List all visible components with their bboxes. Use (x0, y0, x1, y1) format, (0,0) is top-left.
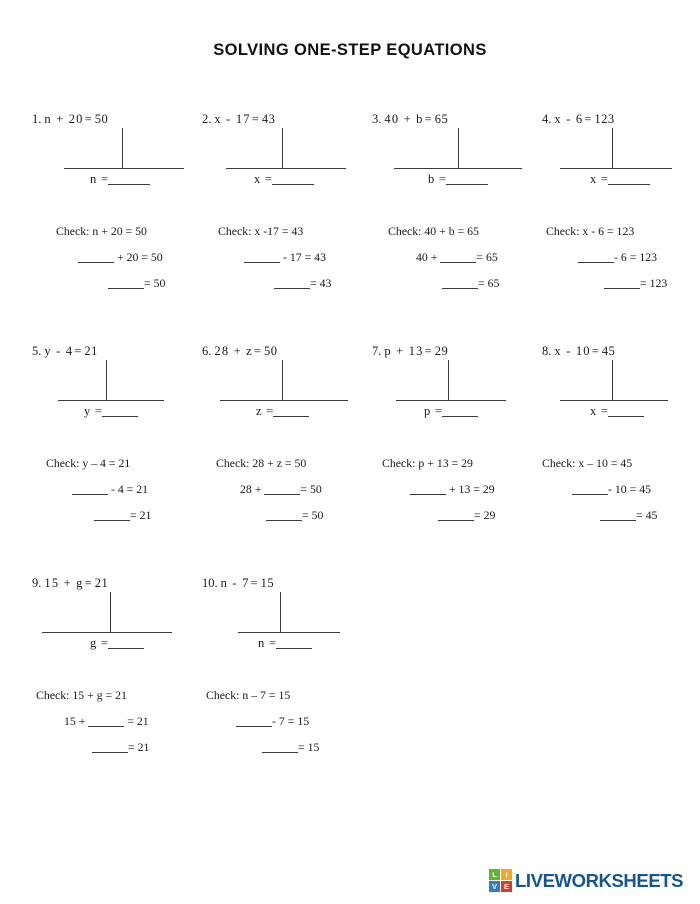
answer-blank[interactable] (108, 648, 144, 649)
equation-line (202, 112, 372, 132)
answer-equals: = (100, 172, 108, 186)
answer-line (372, 172, 542, 196)
answer-variable: x (590, 404, 598, 418)
answer-variable: x (590, 172, 598, 186)
problem-number: 5. (32, 344, 42, 358)
check-line-3-suffix: = 65 (478, 276, 500, 290)
problem-rhs: 123 (594, 112, 615, 126)
check-block (32, 682, 202, 760)
check-line-2 (202, 476, 372, 502)
answer-line (202, 172, 372, 196)
solving-bars (202, 132, 372, 172)
equation-line (32, 112, 202, 132)
check-line-2 (372, 244, 542, 270)
equals-sign: = (424, 112, 432, 126)
check-blank-3[interactable] (442, 288, 478, 289)
answer-line (32, 172, 202, 196)
horizontal-work-line (58, 400, 164, 401)
answer-variable: x (254, 172, 262, 186)
equals-sign: = (591, 344, 599, 358)
check-line-3-suffix: = 15 (298, 740, 320, 754)
solving-bars (32, 596, 202, 636)
check-line-2-suffix: = 50 (300, 482, 322, 496)
horizontal-work-line (238, 632, 340, 633)
check-block (32, 218, 202, 296)
check-blank-2[interactable] (264, 494, 300, 495)
problem-expression: 40 + b (384, 112, 424, 126)
answer-blank[interactable] (273, 416, 309, 417)
check-block (372, 218, 542, 296)
problem-expression: 28 + z (214, 344, 253, 358)
check-line-2 (542, 476, 700, 502)
equation-line (372, 112, 542, 132)
check-block (32, 450, 202, 528)
answer-equals: = (600, 172, 608, 186)
problem-cell-6 (202, 344, 372, 528)
check-blank-2[interactable] (236, 726, 272, 727)
problem-row (32, 576, 682, 808)
check-line-3-suffix: = 123 (640, 276, 668, 290)
check-line-3 (542, 502, 700, 528)
problem-expression: n + 20 (44, 112, 84, 126)
problem-cell-9 (32, 576, 202, 760)
problem-cell-7 (372, 344, 542, 528)
problem-expression: x - 10 (554, 344, 591, 358)
check-line-1: Check: p + 13 = 29 (382, 456, 473, 470)
answer-blank[interactable] (446, 184, 488, 185)
check-line-3-suffix: = 50 (144, 276, 166, 290)
answer-blank[interactable] (442, 416, 478, 417)
answer-blank[interactable] (276, 648, 312, 649)
vertical-divider-bar (122, 128, 123, 168)
logo-tile-v: V (489, 881, 500, 892)
check-line-2-prefix: 40 + (416, 250, 441, 264)
horizontal-work-line (42, 632, 172, 633)
horizontal-work-line (394, 168, 522, 169)
check-line-2 (32, 708, 202, 734)
vertical-divider-bar (282, 360, 283, 400)
solving-bars (202, 364, 372, 404)
answer-line (372, 404, 542, 428)
answer-blank[interactable] (272, 184, 314, 185)
problem-grid (32, 112, 682, 808)
problem-cell-10 (202, 576, 372, 760)
check-line-2 (202, 244, 372, 270)
check-blank-3[interactable] (274, 288, 310, 289)
problem-number: 9. (32, 576, 42, 590)
solving-bars (542, 364, 700, 404)
check-line-3 (542, 270, 700, 296)
answer-blank[interactable] (608, 184, 650, 185)
check-blank-2[interactable] (410, 494, 446, 495)
problem-cell-2 (202, 112, 372, 296)
answer-equals: = (264, 172, 272, 186)
check-line-2 (32, 476, 202, 502)
answer-variable: n (258, 636, 266, 650)
check-line-3 (372, 270, 542, 296)
check-line-2-prefix: 15 + (64, 714, 89, 728)
check-line-3 (32, 502, 202, 528)
check-line-1: Check: y – 4 = 21 (46, 456, 131, 470)
problem-expression: 15 + g (44, 576, 84, 590)
check-line-1: Check: x - 6 = 123 (546, 224, 635, 238)
check-blank-3[interactable] (262, 752, 298, 753)
logo-tile-i: I (501, 869, 512, 880)
check-blank-2[interactable] (572, 494, 608, 495)
check-blank-3[interactable] (600, 520, 636, 521)
answer-equals: = (266, 404, 274, 418)
check-line-2-suffix: - 6 = 123 (614, 250, 658, 264)
check-block (202, 218, 372, 296)
solving-bars (372, 364, 542, 404)
horizontal-work-line (560, 168, 672, 169)
problem-rhs: 29 (434, 344, 449, 358)
vertical-divider-bar (110, 592, 111, 632)
vertical-divider-bar (106, 360, 107, 400)
equals-sign: = (84, 112, 92, 126)
check-line-3 (202, 502, 372, 528)
equation-line (202, 576, 372, 596)
check-line-3 (32, 734, 202, 760)
answer-line (202, 636, 372, 660)
vertical-divider-bar (448, 360, 449, 400)
check-line-3-suffix: = 21 (130, 508, 152, 522)
check-line-2-suffix: - 10 = 45 (608, 482, 652, 496)
check-line-2-suffix: - 4 = 21 (108, 482, 149, 496)
problem-rhs: 21 (94, 576, 109, 590)
vertical-divider-bar (612, 360, 613, 400)
equation-line (202, 344, 372, 364)
answer-equals: = (434, 404, 442, 418)
problem-expression: x - 17 (214, 112, 251, 126)
problem-cell-1 (32, 112, 202, 296)
equation-line (372, 344, 542, 364)
liveworksheets-wordmark: LIVEWORKSHEETS (515, 869, 684, 891)
answer-blank[interactable] (102, 416, 138, 417)
check-blank-2[interactable] (244, 262, 280, 263)
check-line-2-suffix: - 17 = 43 (280, 250, 326, 264)
check-line-3 (202, 270, 372, 296)
check-blank-3[interactable] (438, 520, 474, 521)
check-line-3 (32, 270, 202, 296)
answer-blank[interactable] (608, 416, 644, 417)
horizontal-work-line (220, 400, 348, 401)
vertical-divider-bar (612, 128, 613, 168)
check-line-1: Check: x – 10 = 45 (542, 456, 633, 470)
answer-line (542, 404, 700, 428)
answer-variable: y (84, 404, 92, 418)
check-line-2 (202, 708, 372, 734)
check-block (202, 682, 372, 760)
problem-expression: y - 4 (44, 344, 74, 358)
horizontal-work-line (64, 168, 184, 169)
check-blank-2[interactable] (78, 262, 114, 263)
check-line-1: Check: 15 + g = 21 (36, 688, 127, 702)
check-line-1: Check: x -17 = 43 (218, 224, 304, 238)
equals-sign: = (584, 112, 592, 126)
equals-sign: = (74, 344, 82, 358)
problem-rhs: 65 (434, 112, 449, 126)
solving-bars (372, 132, 542, 172)
check-line-3-suffix: = 43 (310, 276, 332, 290)
liveworksheets-logo[interactable] (489, 869, 683, 892)
check-block (372, 450, 542, 528)
logo-tile-l: L (489, 869, 500, 880)
check-line-3 (202, 734, 372, 760)
equals-sign: = (424, 344, 432, 358)
problem-expression: n - 7 (220, 576, 250, 590)
problem-rhs: 15 (260, 576, 275, 590)
problem-number: 6. (202, 344, 212, 358)
solving-bars (202, 596, 372, 636)
equation-line (542, 112, 700, 132)
equation-line (32, 344, 202, 364)
check-line-2-suffix: - 7 = 15 (272, 714, 310, 728)
answer-equals: = (600, 404, 608, 418)
vertical-divider-bar (282, 128, 283, 168)
check-blank-2[interactable] (440, 262, 476, 263)
problem-expression: x - 6 (554, 112, 584, 126)
problem-row (32, 344, 682, 576)
problem-number: 10. (202, 576, 218, 590)
check-blank-3[interactable] (108, 288, 144, 289)
check-block (542, 450, 700, 528)
page-title: SOLVING ONE-STEP EQUATIONS (213, 41, 487, 59)
check-line-2-suffix: + 20 = 50 (114, 250, 163, 264)
check-blank-2[interactable] (578, 262, 614, 263)
answer-line (32, 404, 202, 428)
check-line-2 (32, 244, 202, 270)
answer-variable: g (90, 636, 98, 650)
answer-equals: = (438, 172, 446, 186)
check-line-1: Check: 40 + b = 65 (388, 224, 479, 238)
problem-row (32, 112, 682, 344)
answer-variable: z (256, 404, 264, 418)
answer-equals: = (100, 636, 108, 650)
problem-expression: p + 13 (384, 344, 424, 358)
answer-variable: n (90, 172, 98, 186)
horizontal-work-line (396, 400, 506, 401)
check-line-2-suffix: = 21 (124, 714, 149, 728)
answer-equals: = (268, 636, 276, 650)
solving-bars (542, 132, 700, 172)
check-line-2 (372, 476, 542, 502)
check-line-1: Check: n + 20 = 50 (56, 224, 147, 238)
check-line-1: Check: 28 + z = 50 (216, 456, 307, 470)
check-blank-3[interactable] (94, 520, 130, 521)
horizontal-work-line (560, 400, 668, 401)
check-line-3-suffix: = 45 (636, 508, 658, 522)
equation-line (542, 344, 700, 364)
problem-cell-5 (32, 344, 202, 528)
check-line-3-suffix: = 50 (302, 508, 324, 522)
check-block (542, 218, 700, 296)
check-blank-2[interactable] (88, 726, 124, 727)
problem-number: 1. (32, 112, 42, 126)
check-line-2 (542, 244, 700, 270)
equals-sign: = (250, 576, 258, 590)
answer-equals: = (94, 404, 102, 418)
problem-number: 3. (372, 112, 382, 126)
answer-line (542, 172, 700, 196)
equation-line (32, 576, 202, 596)
problem-number: 7. (372, 344, 382, 358)
solving-bars (32, 132, 202, 172)
problem-number: 4. (542, 112, 552, 126)
problem-cell-3 (372, 112, 542, 296)
problem-rhs: 21 (84, 344, 98, 358)
answer-blank[interactable] (108, 184, 150, 185)
problem-rhs: 50 (94, 112, 109, 126)
equals-sign: = (253, 344, 261, 358)
answer-variable: p (424, 404, 432, 418)
horizontal-work-line (226, 168, 346, 169)
equals-sign: = (84, 576, 92, 590)
vertical-divider-bar (458, 128, 459, 168)
problem-rhs: 43 (261, 112, 276, 126)
problem-cell-4 (542, 112, 700, 296)
check-blank-3[interactable] (266, 520, 302, 521)
check-line-3 (372, 502, 542, 528)
problem-number: 2. (202, 112, 212, 126)
problem-rhs: 50 (264, 344, 278, 358)
check-blank-2[interactable] (72, 494, 108, 495)
logo-tile-e: E (501, 881, 512, 892)
check-line-2-suffix: + 13 = 29 (446, 482, 495, 496)
problem-rhs: 45 (601, 344, 616, 358)
answer-line (32, 636, 202, 660)
equals-sign: = (251, 112, 259, 126)
liveworksheets-logo-mark (489, 869, 512, 892)
check-line-3-suffix: = 29 (474, 508, 496, 522)
answer-variable: b (428, 172, 436, 186)
solving-bars (32, 364, 202, 404)
problem-cell-8 (542, 344, 700, 528)
problem-number: 8. (542, 344, 552, 358)
check-line-3-suffix: = 21 (128, 740, 150, 754)
check-line-2-prefix: 28 + (240, 482, 265, 496)
check-blank-3[interactable] (92, 752, 128, 753)
check-line-1: Check: n – 7 = 15 (206, 688, 291, 702)
check-block (202, 450, 372, 528)
check-blank-3[interactable] (604, 288, 640, 289)
vertical-divider-bar (280, 592, 281, 632)
check-line-2-suffix: = 65 (476, 250, 498, 264)
answer-line (202, 404, 372, 428)
